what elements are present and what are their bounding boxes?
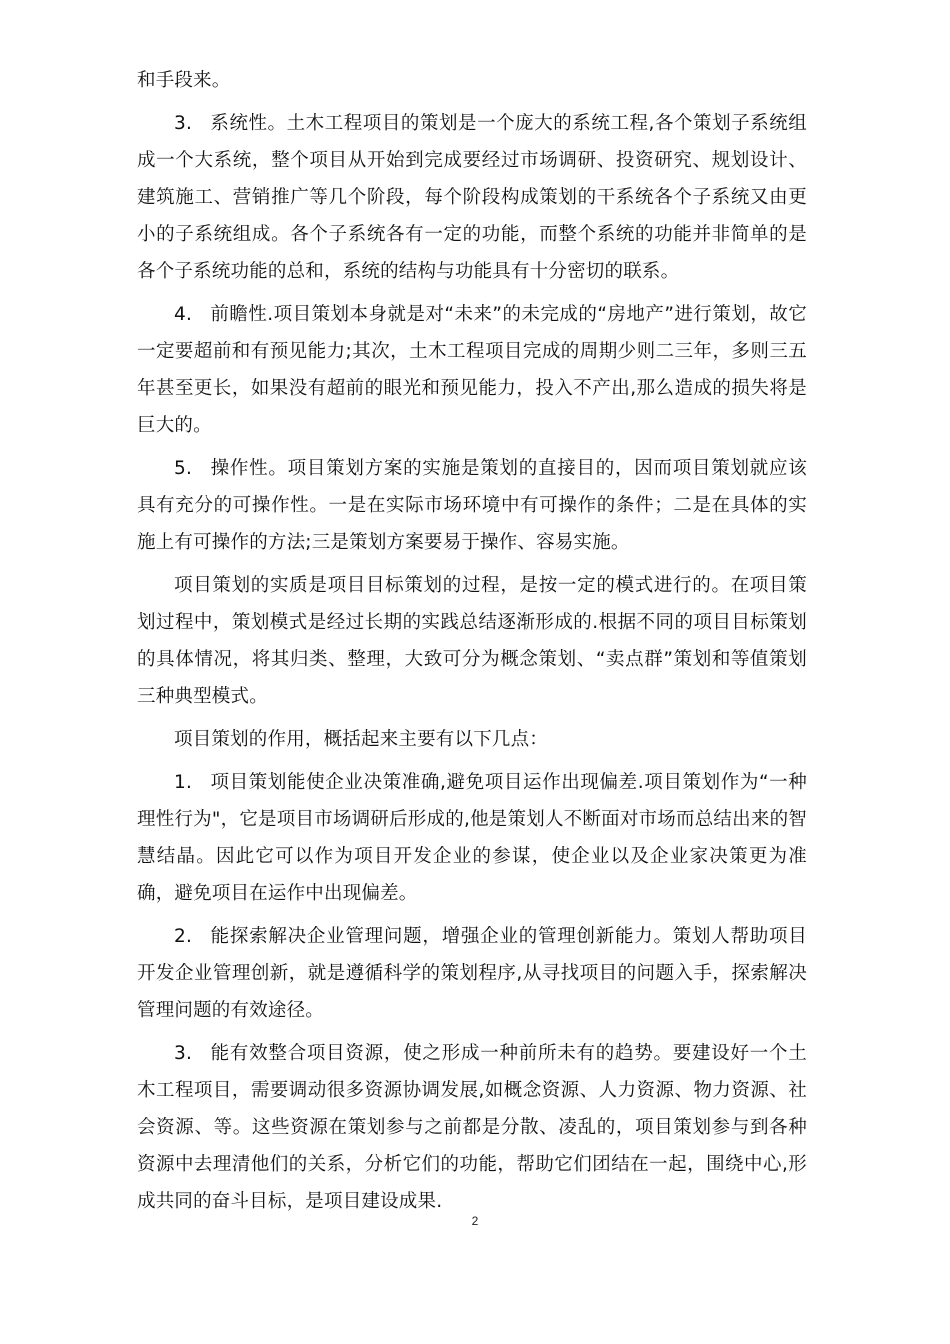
list-item-integrate-resources: 3. 能有效整合项目资源，使之形成一种前所未有的趋势。要建设好一个土木工程项目，需要调动很多资源协调发展,如概念资源、人力资源、物力资源、社会资源、等。这些资源在策划参与之前都是分散、凌乱的，项目策划参与到各种资源中去理清他们的关系，分析它们的功能，帮助它们团结在一起，围绕中心,形成共同的奋斗目标，是项目建设成果. bbox=[137, 1043, 807, 1212]
body-text bbox=[137, 62, 807, 1226]
paragraph-continuation: 和手段来。 bbox=[137, 70, 231, 91]
list-item-operability: 5. 操作性。项目策划方案的实施是策划的直接目的，因而项目策划就应该具有充分的可操作性。一是在实际市场环境中有可操作的条件；二是在具体的实施上有可操作的方法;三是策划方案要易于操作、容易实施。 bbox=[137, 458, 807, 553]
list-number: 5. bbox=[174, 458, 193, 479]
list-number: 2. bbox=[174, 926, 193, 947]
list-item-management-problems: 2. 能探索解决企业管理问题，增强企业的管理创新能力。策划人帮助项目开发企业管理创新，就是遵循科学的策划程序,从寻找项目的问题入手，探索解决管理问题的有效途径。 bbox=[137, 926, 807, 1021]
paragraph-roles-intro: 项目策划的作用，概括起来主要有以下几点： bbox=[174, 729, 549, 750]
list-item-forward-looking: 4. 前瞻性.项目策划本身就是对“未来”的未完成的“房地产”进行策划，故它一定要超前和有预见能力;其次，土木工程项目完成的周期少则二三年，多则三五年甚至更长，如果没有超前的眼光和预见能力，投入不产出,那么造成的损失将是巨大的。 bbox=[137, 304, 807, 436]
page-number: 2 bbox=[471, 1214, 479, 1228]
list-number: 4. bbox=[174, 304, 193, 325]
list-number: 3. bbox=[174, 113, 193, 134]
paragraph-planning-essence: 项目策划的实质是项目目标策划的过程，是按一定的模式进行的。在项目策划过程中，策划模式是经过长期的实践总结逐渐形成的.根据不同的项目目标策划的具体情况，将其归类、整理，大致可分为概念策划、“卖点群”策划和等值策划三种典型模式。 bbox=[137, 575, 807, 707]
list-item-accurate-decisions: 1. 项目策划能使企业决策准确,避免项目运作出现偏差.项目策划作为“一种理性行为"，它是项目市场调研后形成的,他是策划人不断面对市场而总结出来的智慧结晶。因此它可以作为项目开发企业的参谋，使企业以及企业家决策更为准确，避免项目在运作中出现偏差。 bbox=[137, 772, 807, 904]
list-item-systemic: 3. 系统性。土木工程项目的策划是一个庞大的系统工程,各个策划子系统组成一个大系统，整个项目从开始到完成要经过市场调研、投资研究、规划设计、建筑施工、营销推广等几个阶段，每个阶段构成策划的干系统各个子系统又由更小的子系统组成。各个子系统各有一定的功能，而整个系统的功能并非简单的是各个子系统功能的总和，系统的结构与功能具有十分密切的联系。 bbox=[137, 113, 807, 282]
list-number: 1. bbox=[174, 772, 193, 793]
list-number: 3. bbox=[174, 1043, 193, 1064]
